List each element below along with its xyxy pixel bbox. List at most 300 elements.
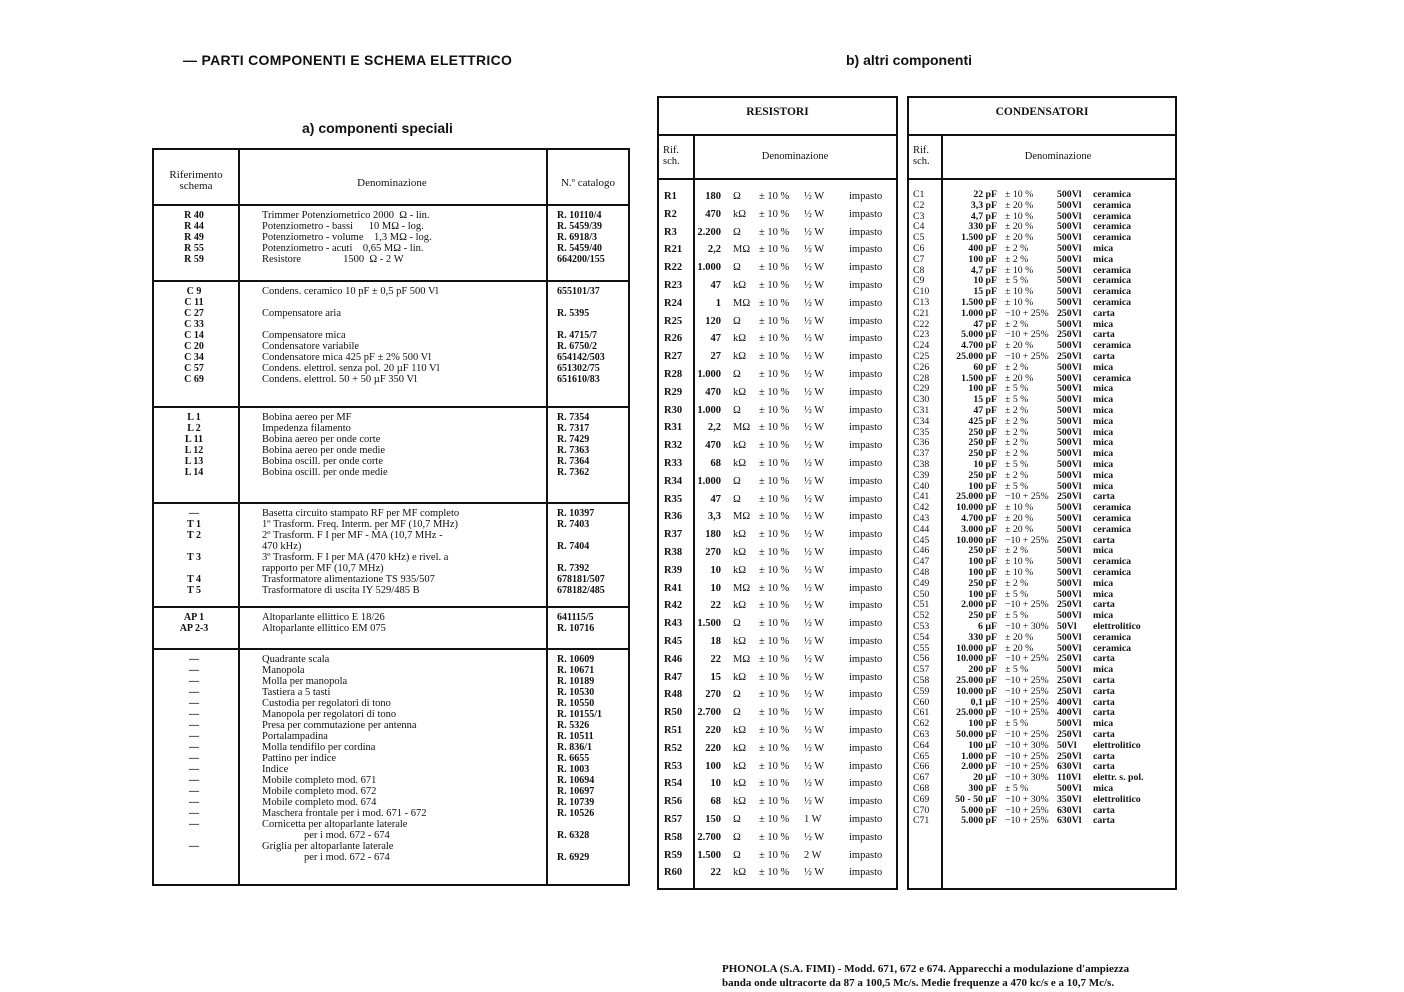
resistor-value: 270 <box>705 689 721 701</box>
capacitor-value: 10 pF <box>973 459 997 470</box>
row-ref: — <box>189 742 199 753</box>
capacitor-voltage: 500Vl <box>1057 253 1082 265</box>
capacitor-row <box>909 363 1175 374</box>
capacitor-ref: C7 <box>913 253 925 265</box>
resistor-unit: Ω <box>733 404 741 416</box>
capacitor-ref: C9 <box>913 275 925 287</box>
resistor-value: 27 <box>710 351 721 363</box>
row-cat: R. 6918/3 <box>557 232 597 243</box>
resistor-unit: Ω <box>733 369 741 380</box>
capacitor-voltage: 500Vl <box>1057 783 1082 794</box>
capacitor-tolerance: −10 + 25% <box>1005 675 1049 686</box>
capacitor-voltage: 500Vl <box>1057 286 1082 298</box>
resistor-ref: R27 <box>664 351 683 363</box>
table-row <box>154 297 628 308</box>
row-divider <box>909 134 1175 136</box>
resistor-row <box>659 597 896 615</box>
row-ref: T 1 <box>187 519 201 530</box>
row-ref: — <box>189 775 199 786</box>
capacitor-type: mica <box>1093 426 1114 438</box>
capacitor-row <box>909 352 1175 363</box>
capacitor-tolerance: ± 5 % <box>1005 394 1029 406</box>
resistor-unit: Ω <box>733 493 741 505</box>
section-b-title: b) altri componenti <box>846 52 972 68</box>
resistor-ref: R58 <box>664 831 683 843</box>
row-desc: Altoparlante ellittico E 18/26 <box>262 612 385 623</box>
capacitor-value: 15 pF <box>973 286 997 298</box>
header-desc: Denominazione <box>357 177 427 189</box>
row-ref: L 1 <box>187 412 201 423</box>
capacitor-tolerance: ± 10 % <box>1005 286 1034 298</box>
resistor-type: impasto <box>849 440 883 452</box>
capacitor-row <box>909 600 1175 611</box>
resistor-type: impasto <box>849 671 883 683</box>
footer-caption <box>722 962 1129 990</box>
capacitor-ref: C13 <box>913 297 930 308</box>
row-cat: 654142/503 <box>557 352 605 363</box>
capacitor-voltage: 500Vl <box>1057 459 1082 470</box>
capacitor-voltage: 500Vl <box>1057 264 1082 276</box>
resistor-value: 1.500 <box>697 618 721 630</box>
capacitor-voltage: 500Vl <box>1057 275 1082 287</box>
capacitor-type: mica <box>1093 253 1114 265</box>
row-ref: C 34 <box>184 352 204 363</box>
capacitor-voltage: 250Vl <box>1057 599 1082 611</box>
capacitor-type: ceramica <box>1093 221 1132 233</box>
resistor-tolerance: ± 10 % <box>759 511 790 523</box>
resistor-tolerance: ± 10 % <box>759 386 790 398</box>
resistor-value: 1 <box>715 297 721 309</box>
resistor-value: 2.200 <box>697 226 721 238</box>
capacitor-voltage: 500Vl <box>1057 232 1082 244</box>
capacitor-type: mica <box>1093 610 1114 622</box>
resistor-wattage: ½ W <box>804 351 825 363</box>
resistor-type: impasto <box>849 760 883 772</box>
resistor-type: impasto <box>849 707 883 719</box>
resistor-tolerance: ± 10 % <box>759 404 790 416</box>
resistor-row <box>659 829 896 847</box>
row-ref: — <box>189 753 199 764</box>
resistor-tolerance: ± 10 % <box>759 208 790 220</box>
capacitor-value: 50.000 pF <box>956 729 997 740</box>
row-desc: Potenziometro - bassi 10 MΩ - log. <box>262 221 424 232</box>
resistor-row <box>659 473 896 491</box>
resistor-unit: kΩ <box>733 208 747 220</box>
resistor-type: impasto <box>849 849 883 861</box>
resistor-type: impasto <box>849 529 883 541</box>
resistor-wattage: ½ W <box>804 475 825 487</box>
row-cat: 651302/75 <box>557 363 600 374</box>
capacitor-type: elettr. s. pol. <box>1093 772 1144 784</box>
capacitor-ref: C36 <box>913 437 930 449</box>
capacitor-value: 4,7 pF <box>970 264 997 276</box>
resistor-unit: kΩ <box>733 440 747 452</box>
resistor-ref: R47 <box>664 671 683 683</box>
row-cat: R. 10550 <box>557 698 595 709</box>
capacitor-type: ceramica <box>1093 199 1132 211</box>
capacitor-tolerance: ± 2 % <box>1005 243 1029 254</box>
row-desc: Molla per manopola <box>262 676 348 687</box>
resistor-wattage: ½ W <box>804 244 825 256</box>
row-cat: R. 6328 <box>557 830 590 841</box>
capacitor-tolerance: ± 5 % <box>1005 480 1029 492</box>
capacitor-ref: C21 <box>913 307 930 319</box>
capacitor-ref: C48 <box>913 567 930 578</box>
resistor-wattage: ½ W <box>804 422 825 434</box>
capacitor-tolerance: ± 2 % <box>1005 426 1029 438</box>
resistor-wattage: ½ W <box>804 618 825 630</box>
capacitor-tolerance: −10 + 25% <box>1005 685 1049 697</box>
component-group <box>154 286 628 385</box>
capacitor-value: 100 pF <box>968 567 997 578</box>
capacitor-value: 4.700 pF <box>961 513 997 524</box>
resistor-wattage: ½ W <box>804 867 825 879</box>
capacitor-type: mica <box>1093 664 1114 676</box>
capacitor-type: carta <box>1093 307 1115 319</box>
resistor-ref: R59 <box>664 849 683 861</box>
capacitor-voltage: 250Vl <box>1057 653 1082 665</box>
row-desc: Basetta circuito stampato RF per MF completo <box>262 508 460 519</box>
row-desc: Condens. ceramico 10 pF ± 0,5 pF 500 Vl <box>262 286 439 297</box>
capacitor-type: ceramica <box>1093 275 1132 287</box>
capacitor-voltage: 500Vl <box>1057 469 1082 481</box>
row-ref: C 27 <box>184 308 204 319</box>
capacitor-value: 250 pF <box>968 545 997 557</box>
resistor-unit: kΩ <box>733 547 747 558</box>
capacitor-tolerance: ± 20 % <box>1005 221 1034 233</box>
resistor-ref: R25 <box>664 315 683 327</box>
capacitor-row <box>909 395 1175 406</box>
capacitor-tolerance: −10 + 25% <box>1005 653 1049 665</box>
resistor-value: 1.000 <box>697 404 721 416</box>
capacitor-ref: C60 <box>913 696 930 708</box>
capacitor-ref: C65 <box>913 750 930 762</box>
capacitor-ref: C30 <box>913 394 930 406</box>
resistor-wattage: ½ W <box>804 369 825 380</box>
capacitor-type: mica <box>1093 459 1114 470</box>
capacitor-row <box>909 190 1175 201</box>
capacitor-value: 200 pF <box>968 664 997 676</box>
resistor-unit: kΩ <box>733 742 747 754</box>
resistor-value: 68 <box>710 458 721 469</box>
capacitor-value: 0,1 µF <box>970 696 997 708</box>
footer-line-2: banda onde ultracorte da 87 a 100,5 Mc/s. Medie frequenze a 470 kc/s e a 10,7 Mc/s. <box>722 977 1115 989</box>
capacitor-tolerance: ± 2 % <box>1005 415 1029 427</box>
row-ref: — <box>189 841 199 852</box>
capacitor-value: 100 µF <box>968 739 997 751</box>
row-desc: 2º Trasform. F I per MF - MA (10,7 MHz - <box>262 530 443 541</box>
row-cat: R. 836/1 <box>557 742 592 753</box>
capacitor-value: 5.000 pF <box>961 815 997 827</box>
row-cat: R. 7317 <box>557 423 590 434</box>
capacitor-voltage: 500Vl <box>1057 243 1082 254</box>
capacitor-value: 250 pF <box>968 610 997 622</box>
capacitor-value: 250 pF <box>968 426 997 438</box>
table-row <box>154 720 628 731</box>
capacitor-voltage: 50Vl <box>1057 621 1077 632</box>
capacitor-type: mica <box>1093 361 1114 373</box>
row-ref: — <box>189 665 199 676</box>
resistor-type: impasto <box>849 191 883 202</box>
capacitor-ref: C68 <box>913 783 930 794</box>
row-desc: Altoparlante ellittico EM 075 <box>262 623 386 634</box>
resistor-tolerance: ± 10 % <box>759 653 790 665</box>
capacitor-ref: C23 <box>913 329 930 341</box>
row-desc: Compensatore mica <box>262 330 346 341</box>
row-ref: R 44 <box>184 221 204 232</box>
capacitor-tolerance: −10 + 25% <box>1005 491 1049 503</box>
capacitor-value: 2.000 pF <box>961 761 997 773</box>
resistor-row <box>659 580 896 598</box>
row-desc: Pattino per indice <box>262 753 337 764</box>
capacitor-voltage: 500Vl <box>1057 297 1082 308</box>
resistor-wattage: ½ W <box>804 315 825 327</box>
resistor-tolerance: ± 10 % <box>759 297 790 309</box>
resistor-unit: kΩ <box>733 280 747 291</box>
capacitor-row <box>909 266 1175 277</box>
row-desc: Bobina oscill. per onde medie <box>262 467 388 478</box>
capacitor-type: mica <box>1093 318 1114 330</box>
capacitor-ref: C38 <box>913 459 930 470</box>
capacitor-voltage: 500Vl <box>1057 210 1082 222</box>
row-cat: R. 7392 <box>557 563 590 574</box>
resistor-tolerance: ± 10 % <box>759 422 790 434</box>
capacitor-row <box>909 287 1175 298</box>
resistor-type: impasto <box>849 386 883 398</box>
resistor-wattage: ½ W <box>804 831 825 843</box>
capacitor-tolerance: ± 5 % <box>1005 664 1029 676</box>
capacitor-tolerance: ± 2 % <box>1005 318 1029 330</box>
capacitor-ref: C69 <box>913 793 930 805</box>
capacitor-type: mica <box>1093 448 1114 460</box>
capacitor-tolerance: −10 + 25% <box>1005 707 1049 719</box>
capacitor-type: ceramica <box>1093 340 1132 352</box>
resistor-ref: R32 <box>664 440 683 452</box>
resistor-type: impasto <box>849 475 883 487</box>
capacitor-tolerance: ± 2 % <box>1005 253 1029 265</box>
table-row <box>154 808 628 819</box>
capacitor-type: mica <box>1093 415 1114 427</box>
capacitor-tolerance: ± 20 % <box>1005 340 1034 352</box>
table-row <box>154 412 628 423</box>
capacitor-type: mica <box>1093 545 1114 557</box>
row-cat: R. 10511 <box>557 731 594 742</box>
resistors-head-ref: Rif. sch. <box>663 145 680 167</box>
row-desc: Trasformatore alimentazione TS 935/507 <box>262 574 435 585</box>
resistor-ref: R50 <box>664 707 683 719</box>
row-cat: R. 10694 <box>557 775 595 786</box>
row-ref: T 2 <box>187 530 201 541</box>
resistor-tolerance: ± 10 % <box>759 671 790 683</box>
table-row <box>154 819 628 830</box>
resistor-wattage: ½ W <box>804 671 825 683</box>
table-row <box>154 676 628 687</box>
resistor-tolerance: ± 10 % <box>759 725 790 736</box>
resistor-unit: kΩ <box>733 333 747 345</box>
capacitor-voltage: 630Vl <box>1057 761 1082 773</box>
resistor-value: 2.700 <box>697 831 721 843</box>
resistor-ref: R56 <box>664 796 683 808</box>
capacitor-type: mica <box>1093 394 1114 406</box>
capacitor-tolerance: −10 + 25% <box>1005 599 1049 611</box>
capacitor-row <box>909 773 1175 784</box>
resistor-row <box>659 419 896 437</box>
resistor-wattage: ½ W <box>804 297 825 309</box>
row-cat: R. 5459/40 <box>557 243 602 254</box>
capacitor-row <box>909 557 1175 568</box>
resistor-tolerance: ± 10 % <box>759 618 790 630</box>
resistor-type: impasto <box>849 208 883 220</box>
capacitor-type: carta <box>1093 653 1115 665</box>
capacitor-voltage: 500Vl <box>1057 631 1082 643</box>
table-row <box>154 841 628 852</box>
resistor-row <box>659 437 896 455</box>
resistor-unit: Ω <box>733 707 741 719</box>
resistor-wattage: ½ W <box>804 760 825 772</box>
group-divider <box>154 406 628 408</box>
capacitor-voltage: 250Vl <box>1057 329 1082 341</box>
row-cat: R. 10609 <box>557 654 595 665</box>
capacitor-row <box>909 417 1175 428</box>
resistor-type: impasto <box>849 742 883 754</box>
resistor-type: impasto <box>849 422 883 434</box>
capacitor-tolerance: ± 20 % <box>1005 513 1034 524</box>
capacitor-ref: C6 <box>913 243 925 254</box>
resistor-ref: R33 <box>664 458 683 469</box>
resistor-row <box>659 704 896 722</box>
resistor-value: 15 <box>710 671 721 683</box>
capacitor-tolerance: ± 20 % <box>1005 199 1034 211</box>
resistor-ref: R45 <box>664 636 683 647</box>
resistor-wattage: ½ W <box>804 191 825 202</box>
capacitor-tolerance: ± 2 % <box>1005 545 1029 557</box>
capacitor-voltage: 500Vl <box>1057 394 1082 406</box>
capacitor-type: mica <box>1093 588 1114 600</box>
capacitor-tolerance: −10 + 30% <box>1005 621 1049 632</box>
capacitor-tolerance: ± 10 % <box>1005 264 1034 276</box>
capacitor-tolerance: −10 + 25% <box>1005 815 1049 827</box>
resistor-ref: R42 <box>664 600 683 612</box>
capacitor-row <box>909 503 1175 514</box>
capacitor-ref: C43 <box>913 513 930 524</box>
resistor-unit: kΩ <box>733 351 747 363</box>
capacitor-type: mica <box>1093 243 1114 254</box>
resistor-tolerance: ± 10 % <box>759 226 790 238</box>
capacitor-type: ceramica <box>1093 523 1132 535</box>
resistor-value: 180 <box>705 191 721 202</box>
capacitor-voltage: 250Vl <box>1057 729 1082 740</box>
row-ref: AP 1 <box>183 612 205 623</box>
capacitor-type: ceramica <box>1093 372 1132 384</box>
capacitor-ref: C3 <box>913 210 925 222</box>
capacitor-value: 100 pF <box>968 556 997 568</box>
row-desc: 1º Trasform. Freq. Interm. per MF (10,7 MHz) <box>262 519 459 530</box>
resistor-wattage: ½ W <box>804 796 825 808</box>
row-cat: R. 10739 <box>557 797 595 808</box>
capacitor-voltage: 500Vl <box>1057 577 1082 589</box>
resistor-tolerance: ± 10 % <box>759 742 790 754</box>
capacitor-type: ceramica <box>1093 567 1132 578</box>
resistor-row <box>659 811 896 829</box>
table-row <box>154 764 628 775</box>
capacitor-row <box>909 255 1175 266</box>
row-ref: — <box>189 676 199 687</box>
capacitor-tolerance: ± 5 % <box>1005 783 1029 794</box>
row-cat: 651610/83 <box>557 374 600 385</box>
capacitor-value: 47 pF <box>973 318 997 330</box>
row-ref: — <box>189 808 199 819</box>
resistor-ref: R41 <box>664 582 683 594</box>
resistor-ref: R51 <box>664 725 683 736</box>
resistor-row <box>659 722 896 740</box>
row-ref: — <box>189 764 199 775</box>
capacitor-voltage: 500Vl <box>1057 588 1082 600</box>
capacitor-ref: C1 <box>913 189 925 200</box>
capacitor-value: 1.500 pF <box>961 232 997 244</box>
resistor-ref: R46 <box>664 653 683 665</box>
resistor-unit: MΩ <box>733 244 751 256</box>
resistor-value: 2.700 <box>697 707 721 719</box>
resistor-value: 1.000 <box>697 262 721 274</box>
capacitor-value: 250 pF <box>968 577 997 589</box>
resistor-row <box>659 526 896 544</box>
row-ref: C 11 <box>184 297 204 308</box>
capacitor-value: 10.000 pF <box>956 685 997 697</box>
group-divider <box>154 648 628 650</box>
resistor-wattage: 2 W <box>804 849 822 861</box>
group-divider <box>154 280 628 282</box>
capacitor-tolerance: ± 10 % <box>1005 297 1034 308</box>
table-row <box>154 541 628 552</box>
capacitor-tolerance: ± 5 % <box>1005 588 1029 600</box>
capacitor-type: mica <box>1093 469 1114 481</box>
row-desc: Potenziometro - volume 1,3 MΩ - log. <box>262 232 432 243</box>
row-cat: R. 10697 <box>557 786 595 797</box>
capacitor-row <box>909 428 1175 439</box>
capacitor-type: carta <box>1093 491 1115 503</box>
resistor-ref: R36 <box>664 511 683 523</box>
table-row <box>154 519 628 530</box>
capacitor-voltage: 630Vl <box>1057 815 1082 827</box>
capacitor-type: carta <box>1093 329 1115 341</box>
resistor-unit: Ω <box>733 831 741 843</box>
table-row <box>154 654 628 665</box>
resistor-type: impasto <box>849 511 883 523</box>
resistor-value: 1.000 <box>697 369 721 380</box>
resistor-row <box>659 669 896 687</box>
row-cat: R. 7403 <box>557 519 590 530</box>
capacitor-ref: C46 <box>913 545 930 557</box>
resistor-type: impasto <box>849 814 883 825</box>
resistor-row <box>659 686 896 704</box>
capacitor-voltage: 500Vl <box>1057 567 1082 578</box>
capacitor-type: mica <box>1093 383 1114 395</box>
capacitor-ref: C50 <box>913 588 930 600</box>
table-row <box>154 374 628 385</box>
resistor-type: impasto <box>849 262 883 274</box>
resistor-ref: R28 <box>664 369 683 380</box>
resistor-type: impasto <box>849 315 883 327</box>
row-ref: C 20 <box>184 341 204 352</box>
row-ref: L 14 <box>184 467 204 478</box>
resistor-tolerance: ± 10 % <box>759 529 790 541</box>
resistor-row <box>659 366 896 384</box>
capacitor-type: mica <box>1093 405 1114 416</box>
resistor-unit: kΩ <box>733 725 747 736</box>
resistor-row <box>659 775 896 793</box>
resistor-type: impasto <box>849 600 883 612</box>
capacitor-voltage: 400Vl <box>1057 707 1082 719</box>
